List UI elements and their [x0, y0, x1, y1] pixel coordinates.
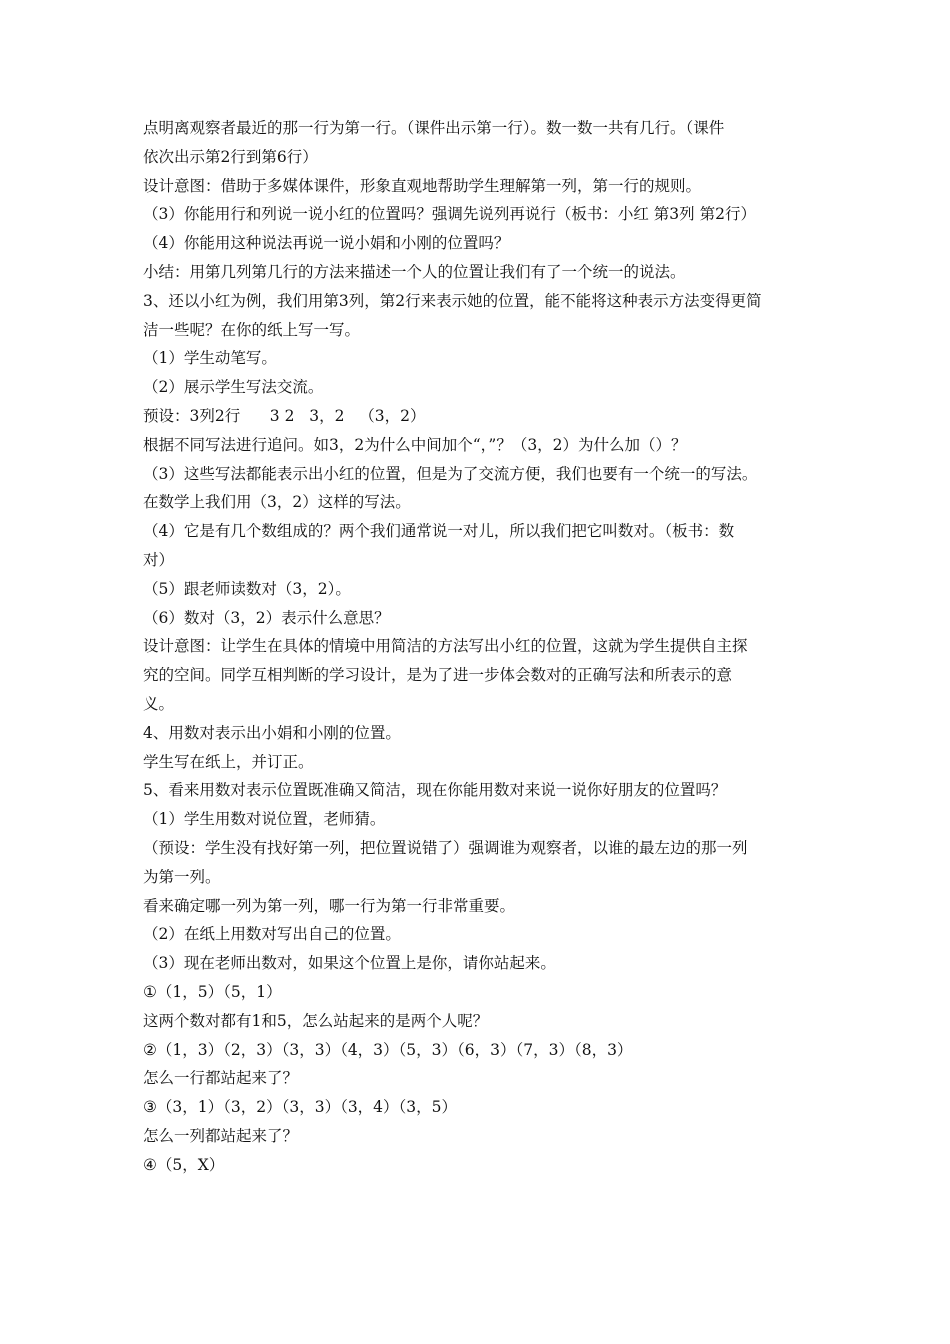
text-line-27: 为第一列。	[143, 867, 221, 886]
text-line-21: 义。	[143, 694, 175, 713]
text-line-18: （6）数对（3，2）表示什么意思？	[143, 608, 390, 627]
text-line-19: 设计意图：让学生在具体的情境中用简洁的方法写出小红的位置，这就为学生提供自主探	[143, 637, 748, 656]
text-line-8: 洁一些呢？在你的纸上写一写。	[143, 320, 361, 339]
text-line-11: 预设：3列2行 3 2 3，2 （3，2）	[143, 406, 426, 425]
text-line-3: 设计意图：借助于多媒体课件，形象直观地帮助学生理解第一列，第一行的规则。	[143, 176, 702, 195]
text-line-25: （1）学生用数对说位置，老师猜。	[143, 810, 386, 829]
text-line-33: ②（1，3）（2，3）（3，3）（4，3）（5，3）（6，3）（7，3）（8，3）	[143, 1040, 633, 1059]
text-line-30: （3）现在老师出数对，如果这个位置上是你，请你站起来。	[143, 954, 556, 973]
text-line-6: 小结：用第几列第几行的方法来描述一个人的位置让我们有了一个统一的说法。	[143, 262, 686, 281]
text-line-37: ④（5，X）	[143, 1155, 225, 1174]
text-line-26: （预设：学生没有找好第一列，把位置说错了）强调谁为观察者，以谁的最左边的那一列	[143, 838, 748, 857]
document-body	[143, 114, 823, 1179]
text-line-1: 点明离观察者最近的那一行为第一行。（课件出示第一行）。数一数一共有几行。（课件	[143, 119, 725, 137]
text-line-14: 在数学上我们用（3，2）这样的写法。	[143, 493, 411, 512]
text-line-12: 根据不同写法进行追问。如3，2为什么中间加个“，”？（3，2）为什么加（）？	[143, 435, 687, 454]
text-line-16: 对）	[143, 550, 175, 569]
text-line-32: 这两个数对都有1和5，怎么站起来的是两个人呢？	[143, 1011, 489, 1030]
text-line-10: （2）展示学生写法交流。	[143, 378, 324, 397]
text-line-36: 怎么一列都站起来了？	[143, 1126, 299, 1145]
text-line-20: 究的空间。同学互相判断的学习设计，是为了进一步体会数对的正确写法和所表示的意	[143, 666, 733, 685]
text-line-24: 5、看来用数对表示位置既准确又简洁，现在你能用数对来说一说你好朋友的位置吗？	[143, 781, 727, 800]
text-line-17: （5）跟老师读数对（3，2）。	[143, 579, 351, 598]
text-line-34: 怎么一行都站起来了？	[143, 1069, 299, 1088]
text-line-4: （3）你能用行和列说一说小红的位置吗？强调先说列再说行（板书：小红 第3列 第2行）	[143, 205, 756, 224]
text-line-35: ③（3，1）（3，2）（3，3）（3，4）（3，5）	[143, 1098, 458, 1117]
text-line-5: （4）你能用这种说法再说一说小娟和小刚的位置吗？	[143, 234, 510, 253]
text-line-15: （4）它是有几个数组成的？两个我们通常说一对儿，所以我们把它叫数对。（板书：数	[143, 522, 735, 541]
text-line-23: 学生写在纸上，并订正。	[143, 752, 314, 771]
text-line-13: （3）这些写法都能表示出小红的位置，但是为了交流方便，我们也要有一个统一的写法。	[143, 464, 758, 483]
text-line-9: （1）学生动笔写。	[143, 349, 277, 368]
text-line-28: 看来确定哪一列为第一列，哪一行为第一行非常重要。	[143, 896, 516, 915]
text-line-22: 4、用数对表示出小娟和小刚的位置。	[143, 723, 401, 742]
text-line-31: ①（1，5）（5，1）	[143, 982, 282, 1001]
text-line-29: （2）在纸上用数对写出自己的位置。	[143, 925, 401, 944]
text-line-7: 3、还以小红为例，我们用第3列，第2行来表示她的位置，能不能将这种表示方法变得更简	[143, 291, 762, 310]
text-line-2: 依次出示第2行到第6行）	[143, 147, 318, 166]
